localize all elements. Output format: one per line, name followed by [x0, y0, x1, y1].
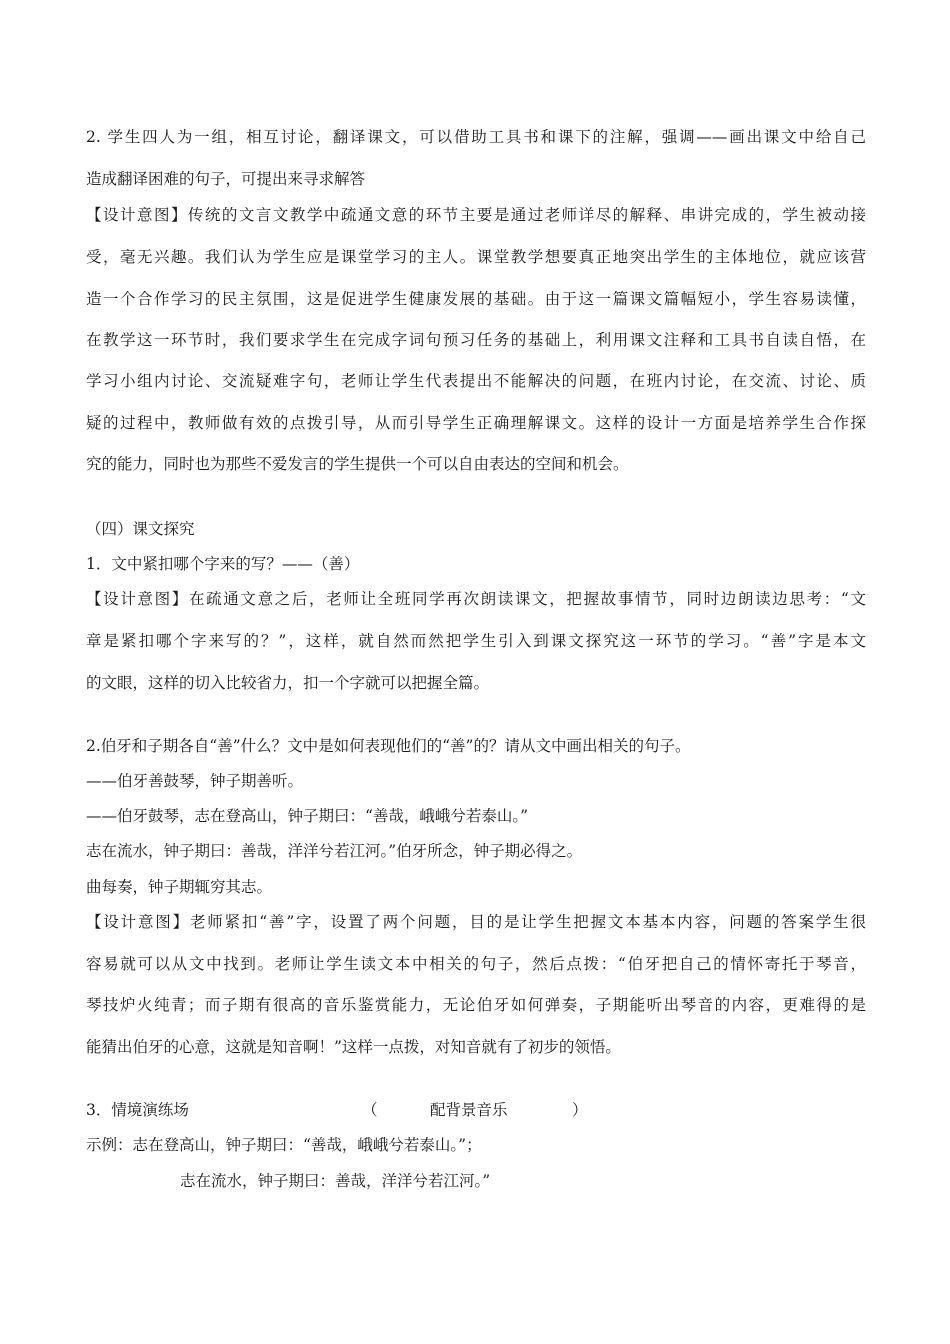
text-line: 1．文中紧扣哪个字来的写？——（善）	[86, 555, 360, 573]
text-line: 学习小组内讨论、交流疑难字句，老师让学生代表提出不能解决的问题，在班内讨论，在交流、讨论、质	[86, 372, 866, 390]
text-line: 琴技炉火纯青；而子期有很高的音乐鉴赏能力，无论伯牙如何弹奏，子期能听出琴音的内容，更难得的是	[86, 996, 866, 1014]
text-line: 受，毫无兴趣。我们认为学生应是课堂学习的主人。课堂教学想要真正地突出学生的主体地位，就应该营	[86, 248, 866, 266]
text-line: （四）课文探究	[86, 520, 195, 538]
text-line: ——伯牙善鼓琴，钟子期善听。	[86, 772, 304, 790]
text-line: 2.伯牙和子期各自“善”什么？文中是如何表现他们的“善”的？请从文中画出相关的句子。	[86, 737, 691, 755]
text-line: 造成翻译困难的句子，可提出来寻求解答	[86, 170, 366, 188]
text-line: 在教学这一环节时，我们要求学生在完成字词句预习任务的基础上，利用课文注释和工具书自读自悟，在	[86, 331, 866, 349]
text-line: 能猜出伯牙的心意，这就是知音啊！”这样一点拨，对知音就有了初步的领悟。	[86, 1038, 621, 1056]
text-line: （	[362, 1101, 378, 1119]
text-line: 示例：志在登高山，钟子期曰：“善哉，峨峨兮若泰山。”；	[86, 1136, 482, 1154]
text-line: 【设计意图】传统的文言文教学中疏通文意的环节主要是通过老师详尽的解释、串讲完成的，学生被动接	[86, 206, 866, 224]
text-line: 容易就可以从文中找到。老师让学生读文本中相关的句子，然后点拨：“伯牙把自己的情怀寄托于琴音，	[86, 955, 866, 973]
text-line: ——伯牙鼓琴，志在登高山，钟子期曰：“善哉，峨峨兮若泰山。”	[86, 807, 529, 825]
text-line: ）	[572, 1101, 588, 1119]
text-line: 的文眼，这样的切入比较省力，扣一个字就可以把握全篇。	[86, 674, 490, 692]
text-line: 配背景音乐	[430, 1101, 508, 1119]
text-line: 造一个合作学习的民主氛围，这是促进学生健康发展的基础。由于这一篇课文篇幅短小，学生容易读懂，	[86, 290, 866, 308]
text-line: 疑的过程中，教师做有效的点拨引导，从而引导学生正确理解课文。这样的设计一方面是培养学生合作探	[86, 414, 866, 432]
text-line: 章是紧扣哪个字来写的？”，这样，就自然而然把学生引入到课文探究这一环节的学习。“善”字是本文	[86, 632, 866, 650]
text-line: 【设计意图】在疏通文意之后，老师让全班同学再次朗读课文，把握故事情节，同时边朗读边思考：“文	[86, 590, 866, 608]
text-line: 【设计意图】老师紧扣“善”字，设置了两个问题，目的是让学生把握文本基本内容，问题的答案学生很	[86, 913, 866, 931]
text-line: 曲每奏，钟子期辄穷其志。	[86, 878, 273, 896]
text-line: 究的能力，同时也为那些不爱发言的学生提供一个可以自由表达的空间和机会。	[86, 455, 629, 473]
text-line: 志在流水，钟子期曰：善哉，洋洋兮若江河。”	[180, 1172, 491, 1190]
text-line: 2. 学生四人为一组，相互讨论，翻译课文，可以借助工具书和课下的注解，强调——画出课文中给自己	[86, 128, 867, 146]
text-line: 3．情境演练场	[86, 1101, 189, 1119]
text-line: 志在流水，钟子期曰：善哉，洋洋兮若江河。”伯牙所念，钟子期必得之。	[86, 842, 583, 860]
